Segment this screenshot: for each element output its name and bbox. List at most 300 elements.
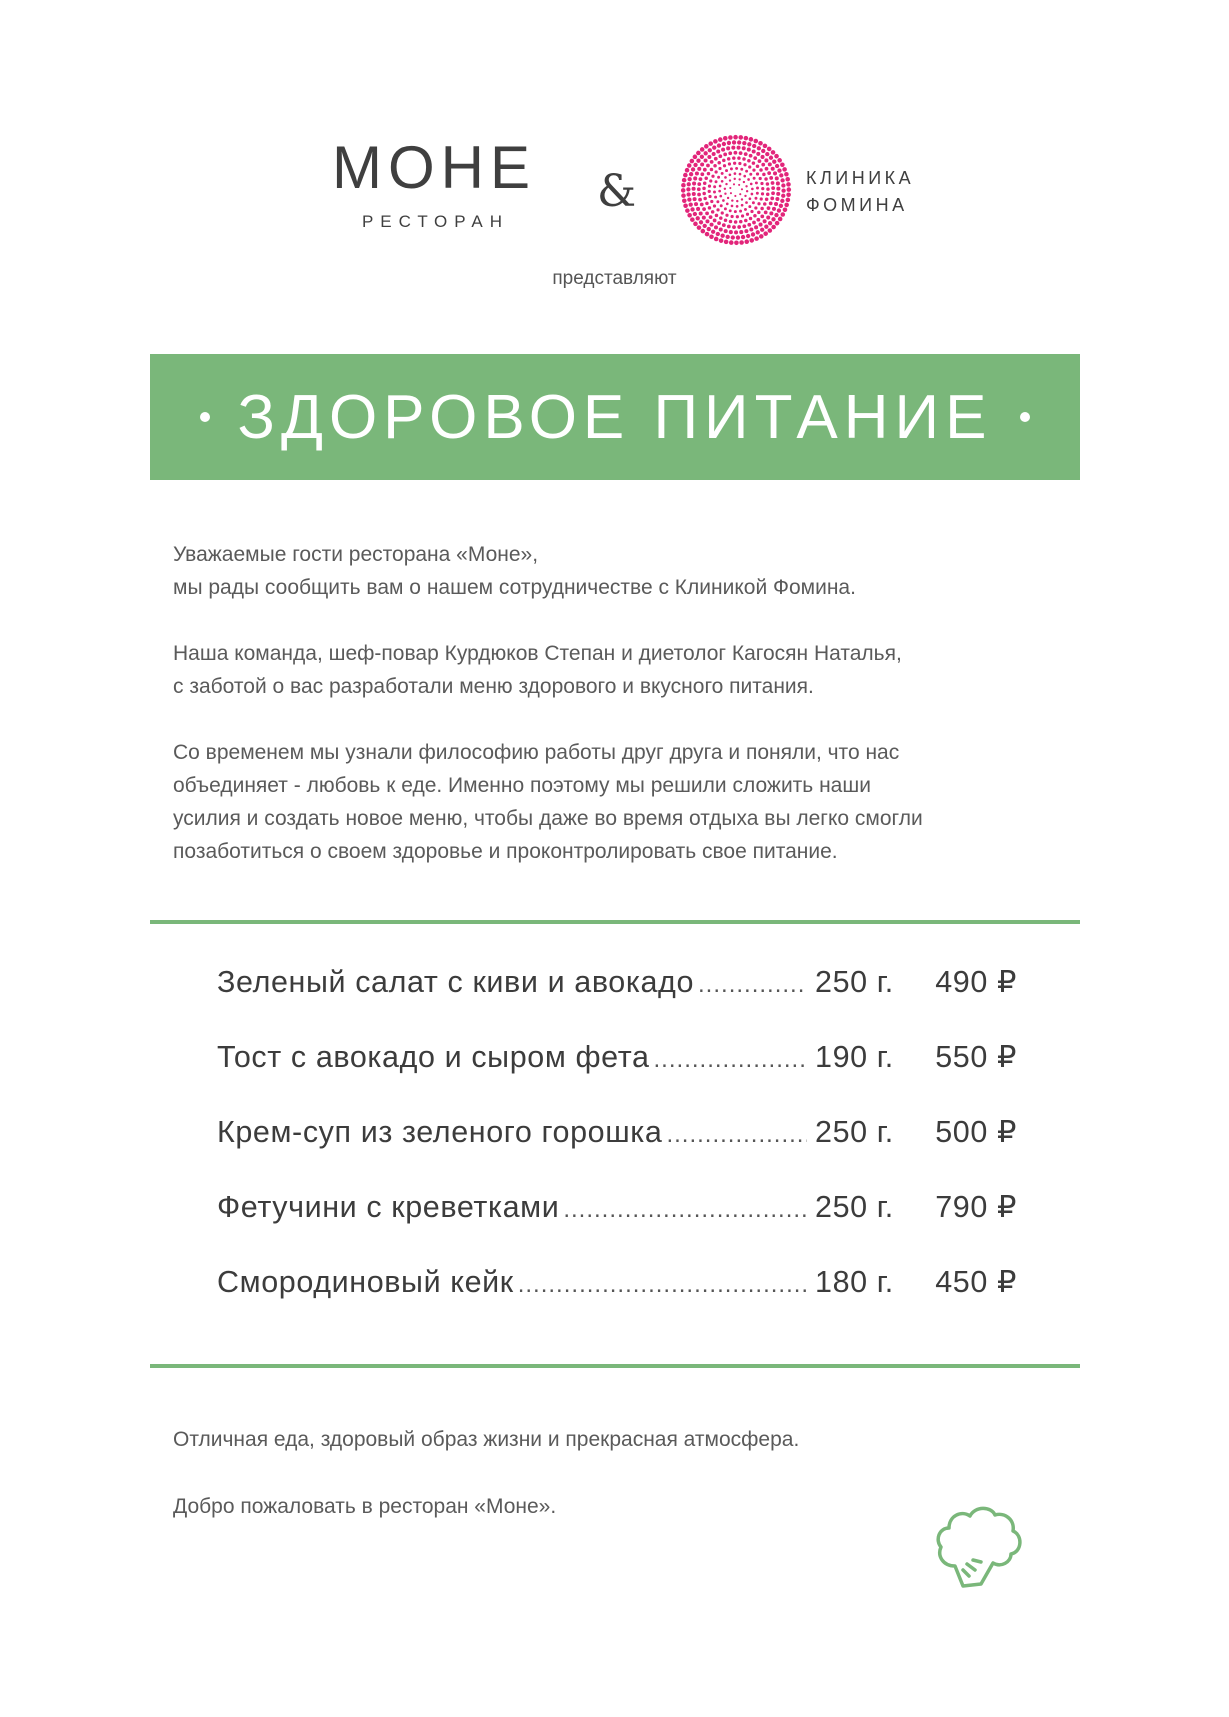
clinic-logo-dot	[757, 146, 761, 150]
clinic-logo-dot	[713, 164, 717, 168]
clinic-logo-dot	[699, 220, 703, 224]
clinic-logo-dot	[749, 173, 752, 176]
clinic-logo-dot	[732, 225, 736, 229]
clinic-logo-dot	[731, 235, 735, 239]
clinic-logo-dot	[703, 168, 707, 172]
clinic-logo-dot	[709, 215, 713, 219]
clinic-logo-dot	[761, 149, 765, 153]
clinic-logo-dot	[718, 137, 723, 142]
clinic-logo-dot	[742, 224, 746, 228]
clinic-logo-dot	[746, 234, 750, 238]
clinic-logo-dot	[760, 207, 764, 211]
clinic-logo-dot	[771, 217, 775, 221]
clinic-logo-dot	[743, 175, 746, 178]
clinic-logo-dot	[693, 197, 697, 201]
clinic-logo-dot	[773, 171, 777, 175]
menu-item-name: Смородиновый кейк	[217, 1265, 514, 1299]
clinic-logo-dot	[766, 192, 770, 196]
clinic-logo-dot	[747, 223, 751, 227]
clinic-logo-dot	[722, 142, 726, 146]
clinic-logo-dot	[710, 160, 714, 164]
clinic-logo-dot	[724, 207, 727, 210]
menu-item-price: 490 ₽	[935, 965, 1017, 999]
clinic-logo-dot	[756, 187, 759, 190]
clinic-logo-dot	[775, 176, 779, 180]
clinic-logo-dot	[703, 224, 707, 228]
clinic-logo-dot	[719, 195, 722, 198]
clinic-logo-dot	[681, 193, 686, 198]
clinic-logo-dot	[761, 163, 765, 167]
clinic-logo-dot	[690, 207, 694, 211]
clinic-logo-dot	[722, 159, 726, 163]
clinic-logo-dot	[697, 225, 702, 230]
clinic-logo-dot	[777, 208, 781, 212]
clinic-logo-dot	[736, 200, 738, 202]
clinic-logo-dot	[704, 177, 708, 181]
clinic-logo-dot	[730, 167, 733, 170]
clinic-logo-dot	[771, 150, 776, 155]
clinic-logo-dot	[700, 203, 704, 207]
clinic-logo-dot	[745, 185, 747, 187]
clinic-logo-dot	[693, 212, 697, 216]
clinic-logo-dot	[742, 157, 746, 161]
clinic-logo-dot	[749, 154, 753, 158]
clinic-logo-dot	[739, 210, 742, 213]
clinic-logo-dot	[761, 155, 765, 159]
clinic-logo-dot	[711, 175, 714, 178]
clinic-logo-dot	[721, 148, 725, 152]
clinic-logo-dot	[731, 205, 734, 208]
clinic-logo-dot	[708, 141, 713, 146]
clinic-logo-dot	[729, 173, 732, 176]
clinic-logo-dot	[708, 190, 711, 193]
clinic-logo-dot	[754, 225, 758, 229]
clinic-logo-dot	[776, 181, 780, 185]
clinic-logo-dot	[769, 211, 773, 215]
clinic-name	[806, 165, 914, 219]
clinic-logo-dot	[747, 148, 751, 152]
clinic-logo-dot	[696, 151, 701, 156]
clinic-logo-dot	[705, 211, 709, 215]
clinic-logo-dot	[746, 213, 749, 216]
clinic-logo-dot	[787, 187, 792, 192]
clinic-logo-dot	[767, 171, 771, 175]
clinic-logo-dot	[778, 217, 783, 222]
clinic-logo-dot	[737, 225, 741, 229]
clinic-logo-dot	[760, 182, 763, 185]
clinic-logo-dot	[734, 241, 739, 246]
clinic-logo-dot	[761, 192, 764, 195]
clinic-logo-dot	[753, 156, 757, 160]
clinic-logo-dot	[707, 227, 711, 231]
clinic-logo-dot	[715, 170, 718, 173]
menu-item-weight: 250 г.	[815, 965, 894, 999]
clinic-logo-dot	[741, 214, 744, 217]
clinic-logo-dot	[780, 199, 784, 203]
clinic-logo-dot	[763, 202, 767, 206]
clinic-logo-dot	[705, 202, 709, 206]
clinic-logo-dot	[710, 168, 714, 172]
clinic-logo-dot	[756, 172, 759, 175]
clinic-logo-dot	[775, 221, 780, 226]
clinic-logo-dot	[779, 173, 783, 177]
clinic-logo-dot	[700, 147, 705, 152]
clinic-logo-dot	[730, 215, 733, 218]
clinic-logo-dot	[763, 219, 767, 223]
clinic-logo-dot	[741, 188, 743, 190]
clinic-logo-dot	[724, 218, 728, 222]
clinic-logo-dot	[741, 235, 745, 239]
intro-paragraph	[173, 637, 1073, 703]
clinic-logo-dot	[775, 164, 779, 168]
clinic-logo-dot	[701, 229, 706, 234]
clinic-logo-dot	[744, 239, 749, 244]
clinic-logo-dot	[734, 210, 737, 213]
clinic-logo-dot	[739, 230, 743, 234]
clinic-logo-dot	[739, 240, 744, 245]
clinic-logo-dot	[755, 181, 758, 184]
clinic-logo-dot	[719, 228, 723, 232]
clinic-logo-dot	[784, 203, 789, 208]
clinic-logo-dot	[731, 199, 733, 201]
clinic-logo-dot	[751, 188, 754, 191]
clinic-logo-dot	[754, 139, 759, 144]
clinic-logo-dot	[752, 221, 756, 225]
clinic-logo-dot	[746, 190, 748, 192]
clinic-logo-dot	[703, 181, 707, 185]
clinic-logo-dot	[771, 225, 776, 230]
clinic-logo-dot	[745, 201, 748, 204]
clinic-logo-dot	[736, 235, 740, 239]
clinic-dots-logo-icon	[680, 134, 792, 246]
clinic-logo-dot	[737, 146, 741, 150]
clinic-logo-dot	[711, 210, 715, 214]
clinic-logo-dot	[764, 177, 768, 181]
clinic-logo-dot	[738, 178, 740, 180]
clinic-logo-dot	[744, 136, 749, 141]
menu-item-weight: 250 г.	[815, 1190, 894, 1224]
clinic-logo-dot	[721, 172, 724, 175]
clinic-logo-dot	[728, 162, 731, 165]
clinic-logo-dot	[731, 146, 735, 150]
menu-item-name: Зеленый салат с киви и авокадо	[217, 965, 695, 999]
clinic-logo-dot	[774, 213, 778, 217]
clinic-logo-dot	[733, 162, 736, 165]
clinic-logo-dot	[713, 219, 717, 223]
intro-line: с заботой о вас разработали меню здорового и вкусного питания.	[173, 675, 814, 698]
clinic-logo-dot	[714, 237, 719, 242]
clinic-logo-dot	[753, 214, 757, 218]
clinic-logo-dot	[722, 223, 726, 227]
clinic-logo-dot	[714, 157, 718, 161]
clinic-logo-dot	[769, 202, 773, 206]
clinic-logo-dot	[697, 182, 701, 186]
clinic-logo-dot	[693, 222, 698, 227]
clinic-logo-dot	[777, 168, 781, 172]
clinic-logo-dot	[742, 141, 746, 145]
clinic-logo-dot	[708, 206, 712, 210]
clinic-logo-dot	[729, 240, 734, 245]
intro-paragraph	[173, 736, 1073, 868]
clinic-logo-dot	[786, 182, 791, 187]
clinic-logo-dot	[725, 183, 727, 185]
clinic-logo-dot	[714, 196, 717, 199]
clinic-logo-dot	[769, 156, 773, 160]
clinic-logo-dot	[785, 177, 790, 182]
clinic-logo-dot	[739, 173, 742, 176]
clinic-logo-dot	[748, 165, 751, 168]
clinic-logo-dot	[768, 162, 772, 166]
clinic-logo-dot	[781, 183, 785, 187]
clinic-logo-dot	[725, 214, 728, 217]
menu-item-price: 790 ₽	[935, 1190, 1017, 1224]
clinic-logo-dot	[721, 234, 725, 238]
intro-line: Уважаемые гости ресторана «Моне»,	[173, 543, 539, 566]
clinic-logo-dot	[683, 173, 688, 178]
clinic-logo-dot	[716, 208, 719, 211]
clinic-logo-dot	[768, 228, 773, 233]
restaurant-name: МОНЕ	[332, 134, 536, 201]
page-title: ЗДОРОВОЕ ПИТАНИЕ	[237, 382, 993, 452]
clinic-logo-dot	[750, 183, 753, 186]
clinic-logo-dot	[696, 216, 700, 220]
intro-line: Наша команда, шеф-повар Курдюков Степан и диетолог Кагосян Наталья,	[173, 642, 902, 665]
clinic-logo-dot	[682, 178, 687, 183]
clinic-logo-dot	[693, 163, 697, 167]
clinic-logo-dot	[714, 225, 718, 229]
clinic-logo-dot	[689, 172, 693, 176]
clinic-logo-dot	[705, 219, 709, 223]
clinic-logo-dot	[708, 184, 711, 187]
intro-paragraph	[173, 538, 1073, 604]
clinic-logo-dot	[749, 238, 754, 243]
clinic-logo-dot	[720, 204, 723, 207]
clinic-logo-dot	[766, 216, 770, 220]
clinic-logo-dot	[759, 223, 763, 227]
clinic-logo-dot	[756, 152, 760, 156]
clinic-logo-dot	[766, 182, 770, 186]
clinic-logo-dot	[687, 213, 692, 218]
clinic-logo-dot	[685, 168, 690, 173]
clinic-logo-dot	[683, 203, 688, 208]
clinic-logo-dot	[738, 162, 741, 165]
clinic-logo-dot	[708, 195, 711, 198]
clinic-logo-dot	[756, 165, 760, 169]
clinic-logo-dot	[715, 214, 719, 218]
clinic-logo-dot	[700, 162, 704, 166]
clinic-logo-dot	[724, 176, 727, 179]
menu-item	[217, 1190, 1017, 1265]
clinic-logo-dot	[682, 198, 687, 203]
clinic-logo-dot	[749, 197, 752, 200]
clinic-logo-dot	[736, 205, 739, 208]
presents-text: представляют	[552, 268, 677, 289]
clinic-logo-dot	[726, 146, 730, 150]
clinic-logo-dot	[729, 179, 731, 181]
clinic-logo-dot	[760, 197, 763, 200]
restaurant-subtitle: РЕСТОРАН	[361, 212, 510, 231]
clinic-logo-dot	[735, 167, 738, 170]
clinic-logo-dot	[734, 178, 736, 180]
clinic-logo-dot	[763, 231, 768, 236]
dot-leader	[654, 1046, 807, 1074]
divider-top	[150, 920, 1080, 924]
clinic-logo-dot	[691, 167, 695, 171]
clinic-logo-dot	[728, 151, 732, 155]
clinic-logo-dot	[736, 215, 739, 218]
clinic-logo-dot	[774, 202, 778, 206]
clinic-logo-dot	[754, 206, 757, 209]
clinic-logo-dot	[781, 188, 785, 192]
clinic-logo-dot	[750, 210, 753, 213]
broccoli-icon	[933, 1500, 1023, 1590]
clinic-logo-dot	[724, 188, 726, 190]
clinic-logo-dot	[697, 193, 701, 197]
clinic-logo-dot	[734, 172, 737, 175]
clinic-logo-dot	[712, 152, 716, 156]
clinic-logo-dot	[699, 177, 703, 181]
clinic-logo-dot	[738, 184, 740, 186]
clinic-logo-dot	[716, 149, 720, 153]
clinic-logo-dot	[729, 230, 733, 234]
clinic-logo-dot	[698, 198, 702, 202]
clinic-logo-dot	[721, 180, 724, 183]
intro-line: Со временем мы узнали философию работы друг друга и поняли, что нас	[173, 741, 900, 764]
clinic-logo-dot	[765, 167, 769, 171]
footer-tagline: Отличная еда, здоровый образ жизни и прекрасная атмосфера.	[173, 1428, 800, 1451]
clinic-logo-dot	[732, 156, 736, 160]
clinic-logo-dot	[733, 183, 735, 185]
clinic-logo-dot	[700, 172, 704, 176]
clinic-logo-dot	[757, 211, 761, 215]
clinic-logo-dot	[769, 176, 773, 180]
clinic-logo-dot	[755, 197, 758, 200]
clinic-logo-dot	[689, 202, 693, 206]
clinic-logo-dot	[759, 168, 763, 172]
clinic-logo-dot	[754, 236, 759, 241]
clinic-logo-dot	[734, 230, 738, 234]
clinic-logo-dot	[718, 154, 722, 158]
clinic-logo-dot	[710, 223, 714, 227]
clinic-logo-dot	[702, 192, 706, 196]
clinic-logo-dot	[700, 155, 704, 159]
clinic-logo-dot	[730, 192, 732, 194]
clinic-logo-dot	[703, 197, 707, 201]
clinic-logo-dot	[734, 195, 736, 197]
clinic-logo-dot	[751, 193, 754, 196]
intro-line: мы рады сообщить вам о нашем сотрудничестве с Клиникой Фомина.	[173, 576, 856, 599]
clinic-logo-dot	[727, 141, 731, 145]
clinic-logo-dot	[687, 163, 692, 168]
clinic-logo-dot	[709, 179, 712, 182]
clinic-logo-dot	[713, 139, 718, 144]
menu-item-weight: 190 г.	[815, 1040, 894, 1074]
menu-item-name: Тост с авокадо и сыром фета	[217, 1040, 650, 1074]
menu-list	[217, 965, 1017, 1340]
clinic-logo-dot	[772, 160, 776, 164]
clinic-logo-dot	[716, 200, 719, 203]
clinic-logo-dot	[713, 204, 716, 207]
clinic-logo-dot	[713, 191, 716, 194]
clinic-logo-dot	[707, 172, 711, 176]
clinic-logo-dot	[738, 135, 743, 140]
clinic-logo-dot	[685, 208, 690, 213]
clinic-logo-dot	[759, 234, 764, 239]
clinic-logo-dot	[693, 155, 698, 160]
menu-item-price: 500 ₽	[935, 1115, 1017, 1149]
clinic-logo-dot	[734, 220, 738, 224]
clinic-name-line1: КЛИНИКА	[806, 168, 915, 188]
clinic-logo-dot	[692, 192, 696, 196]
clinic-logo-dot	[713, 185, 716, 188]
clinic-logo-dot	[724, 240, 729, 245]
clinic-logo-dot	[717, 221, 721, 225]
intro-text	[173, 538, 1073, 901]
clinic-logo-dot	[711, 230, 715, 234]
menu-item-price: 450 ₽	[935, 1265, 1017, 1299]
clinic-logo-dot	[786, 198, 791, 203]
logos-header	[0, 120, 1229, 250]
clinic-logo-dot	[727, 225, 731, 229]
clinic-logo-dot	[722, 199, 725, 202]
clinic-logo-dot	[727, 157, 731, 161]
clinic-logo-dot	[721, 211, 724, 214]
clinic-logo-dot	[764, 225, 768, 229]
clinic-logo-dot	[752, 169, 755, 172]
clinic-logo-dot	[753, 177, 756, 180]
clinic-logo-dot	[733, 135, 738, 140]
clinic-logo-dot	[782, 167, 787, 172]
dot-leader	[698, 971, 807, 999]
clinic-logo-dot	[741, 204, 744, 207]
clinic-logo-dot	[719, 185, 722, 188]
clinic-logo-dot	[747, 159, 751, 163]
clinic-logo-dot	[751, 232, 755, 236]
clinic-logo-dot	[744, 195, 746, 197]
divider-bottom	[150, 1364, 1080, 1368]
clinic-logo-dot	[724, 229, 728, 233]
clinic-logo-dot	[723, 136, 728, 141]
clinic-logo-dot	[767, 147, 772, 152]
clinic-logo-dot	[716, 232, 720, 236]
clinic-logo-dot	[771, 181, 775, 185]
clinic-logo-dot	[739, 193, 741, 195]
clinic-logo-dot	[764, 211, 768, 215]
clinic-logo-dot	[783, 208, 788, 213]
restaurant-logo	[332, 134, 536, 232]
clinic-logo-dot	[764, 158, 768, 162]
clinic-logo-dot	[687, 177, 691, 181]
clinic-logo-dot	[706, 164, 710, 168]
bullet-dot-left-icon	[200, 412, 210, 422]
clinic-logo-dot	[719, 216, 723, 220]
clinic-logo-dot	[729, 187, 731, 189]
clinic-logo-dot	[756, 192, 759, 195]
clinic-logo-dot	[723, 153, 727, 157]
clinic-logo-dot	[752, 144, 756, 148]
clinic-logo-dot	[686, 187, 690, 191]
clinic-logo-dot	[745, 170, 748, 173]
clinic-logo-dot	[768, 221, 772, 225]
clinic-logo-dot	[743, 163, 746, 166]
clinic-logo-dot	[752, 149, 756, 153]
clinic-logo-dot	[761, 187, 764, 190]
menu-item-name: Фетучини с креветками	[217, 1190, 560, 1224]
menu-item	[217, 1115, 1017, 1190]
clinic-logo-dot	[740, 168, 743, 171]
clinic-logo-dot	[766, 187, 770, 191]
menu-item	[217, 1265, 1017, 1340]
